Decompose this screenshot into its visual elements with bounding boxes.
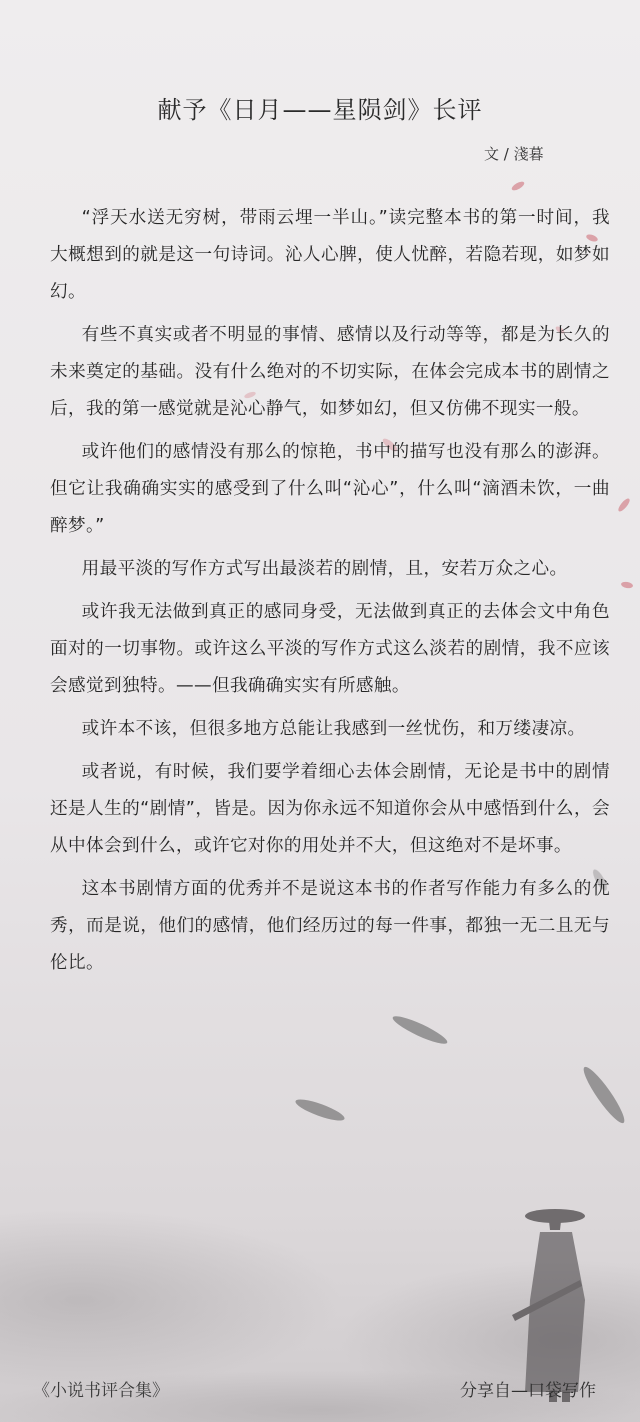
page-title: 献予《日月——星陨剑》长评 [157, 96, 483, 124]
collection-name: 《小说书评合集》 [33, 1381, 169, 1401]
paragraph: 或许他们的感情没有那么的惊艳，书中的描写也没有那么的澎湃。但它让我确确实实的感受到了什么叫“沁心”，什么叫“滴酒未饮，一曲醉梦。” [50, 442, 610, 536]
paragraph: 或者说，有时候，我们要学着细心去体会剧情，无论是书中的剧情还是人生的“剧情”，皆是。因为你永远不知道你会从中感悟到什么，会从中体会到什么，或许它对你的用处并不大，但这绝对不是坏事。 [50, 762, 610, 856]
paragraph: 或许本不该，但很多地方总能让我感到一丝忧伤，和万缕凄凉。 [81, 719, 586, 739]
paragraph: 有些不真实或者不明显的事情、感情以及行动等等，都是为长久的未来奠定的基础。没有什么绝对的不切实际，在体会完成本书的剧情之后，我的第一感觉就是沁心静气，如梦如幻，但又仿佛不现实一般。 [50, 325, 610, 419]
review-body [50, 200, 610, 988]
paragraph: 这本书剧情方面的优秀并不是说这本书的作者写作能力有多么的优秀，而是说，他们的感情，他们经历过的每一件事，都独一无二且无与伦比。 [50, 879, 610, 973]
paragraph: 或许我无法做到真正的感同身受，无法做到真正的去体会文中角色面对的一切事物。或许这么平淡的写作方式这么淡若的剧情，我不应该会感觉到独特。——但我确确实实有所感触。 [50, 602, 610, 696]
paragraph: “浮天水送无穷树，带雨云埋一半山。”读完整本书的第一时间，我大概想到的就是这一句诗词。沁人心脾，使人忧醉，若隐若现，如梦如幻。 [50, 208, 610, 302]
author-line: 文 / 淺暮 [484, 145, 544, 163]
paragraph: 用最平淡的写作方式写出最淡若的剧情，且，安若万众之心。 [81, 559, 568, 579]
share-source: 分享自—口袋写作 [460, 1381, 596, 1401]
